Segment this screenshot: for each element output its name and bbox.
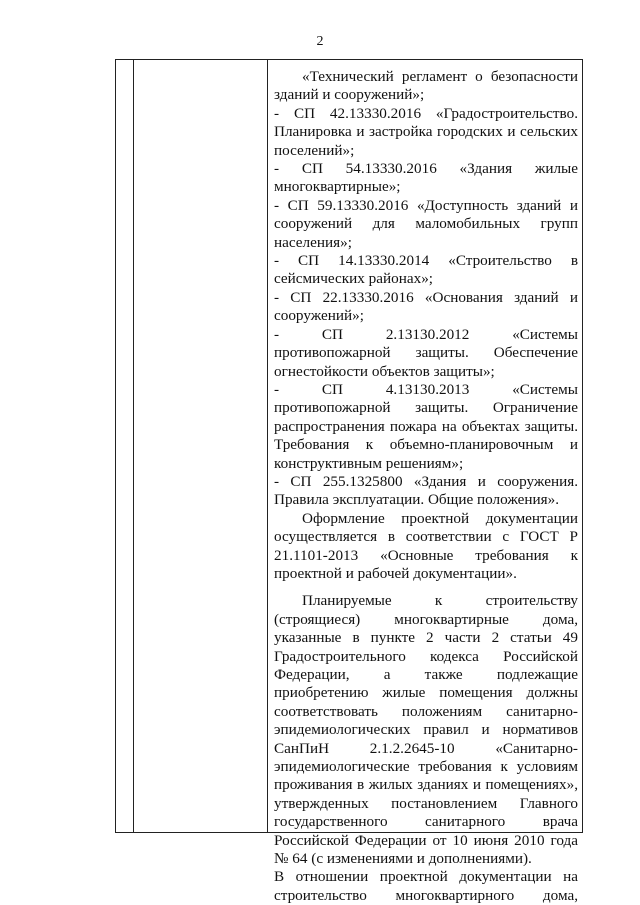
paragraph-sp-54: - СП 54.13330.2016 «Здания жилые многоквартирные»; (274, 160, 578, 196)
paragraph-sp-14: - СП 14.13330.2014 «Строительство в сейсмических районах»; (274, 252, 578, 288)
document-table (115, 59, 583, 904)
paragraph-sp-42: - СП 42.13330.2016 «Градостроительство. Планировка и застройка городских и сельских поселений»; (274, 104, 578, 159)
paragraph-sanpin: Планируемые к строительству (строящиеся) многоквартирные дома, указанные в пункте 2 части 2 статьи 49 Градостроительного кодекса Российской Федерации, а также подлежащие приобретению жилые помещения должны соответствовать положениям санитарно-эпидемиологических правил и нормативов СанПиН 2.1.2.2645-10 «Санитарно-эпидемиологические требования к условиям проживания в жилых зданиях и помещениях», утвержденных постановлением Главного государственного санитарного врача Российской Федерации от 10 июня 2010 года № 64 (с изменениями и дополнениями). (274, 592, 578, 868)
paragraph-sp-2: - СП 2.13130.2012 «Системы противопожарной защиты. Обеспечение огнестойкости объектов защиты»; (274, 325, 578, 380)
paragraph-sp-255: - СП 255.1325800 «Здания и сооружения. Правила эксплуатации. Общие положения». (274, 472, 578, 509)
paragraph-technical-regulation: «Технический регламент о безопасности зданий и сооружений»; (274, 68, 578, 104)
paragraph-gost: Оформление проектной документации осуществляется в соответствии с ГОСТ Р 21.1101-2013 «Основные требования к проектной и рабочей документации». (274, 509, 578, 582)
paragraph-continuation: В отношении проектной документации на строительство многоквартирного дома, (274, 868, 578, 904)
column-divider (267, 60, 268, 832)
paragraph-sp-59: - СП 59.13330.2016 «Доступность зданий и сооружений для маломобильных групп населения»; (274, 196, 578, 251)
paragraph-gap (274, 583, 578, 592)
page-number: 2 (316, 34, 324, 49)
paragraph-sp-4: - СП 4.13130.2013 «Системы противопожарной защиты. Ограничение распространения пожара на объектах защиты. Требования к объемно-планировочным и конструктивным решениям»; (274, 380, 578, 472)
column-divider (133, 60, 134, 832)
requirements-cell (274, 68, 578, 905)
paragraph-sp-22: - СП 22.13330.2016 «Основания зданий и сооружений»; (274, 288, 578, 325)
